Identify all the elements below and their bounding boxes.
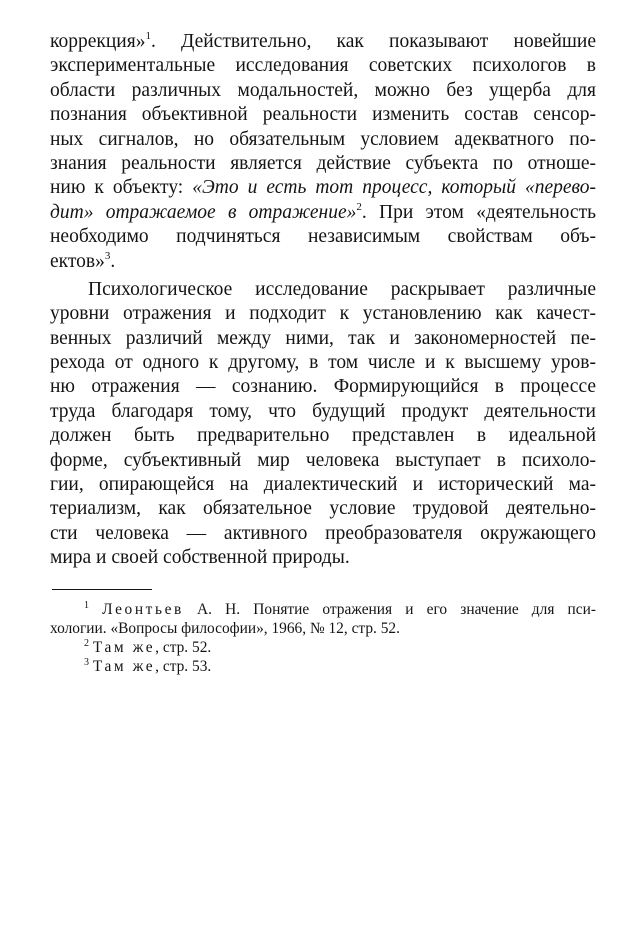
footnote-1-cont: хологии. «Вопросы философии», 1966, № 12, стр. 52. (50, 619, 400, 637)
italic-quote: дит» отражаемое в отражение» (50, 201, 357, 223)
text-line: форме, субъективный мир человека выступает в психоло- (50, 449, 596, 471)
footnote-divider (52, 589, 152, 590)
text-line: териализм, как обязательное условие трудовой деятельно- (50, 498, 596, 520)
text-line: коррекция»$^1$. Действительно, как показывают новейшие (50, 30, 596, 52)
text-line: знания реальности является действие субъекта по отноше- (50, 152, 596, 174)
text-line: гии, опирающейся на диалектический и исторический ма- (50, 474, 596, 496)
footnotes (50, 600, 596, 676)
text-line: рехода от одного к другому, в том числе и к высшему уров- (50, 352, 596, 374)
text-line: венных различий между ними, так и закономерностей пе- (50, 327, 596, 349)
text-line: ных сигналов, но обязательным условием адекватного по- (50, 128, 596, 150)
italic-quote: «Это и есть тот процесс, который «перево- (192, 177, 596, 199)
paragraph-1 (50, 30, 596, 274)
footnote-author: Леонтьев (102, 600, 184, 618)
text-line: дит» отражаемое в отражение»$^2$. При этом «деятельность (50, 200, 596, 223)
text-line: мира и своей собственной природы. (50, 547, 350, 569)
text-line: экспериментальные исследования советских психологов в (50, 55, 596, 77)
paragraph-2 (50, 278, 596, 571)
text-line: области различных модальностей, можно без ущерба для (50, 79, 596, 101)
footnote-ibid: Там же (92, 638, 156, 656)
page-content (50, 30, 596, 676)
text-line: Психологическое исследование раскрывает различные (88, 278, 596, 300)
footnote-ref-1: 1 (145, 30, 151, 42)
text-line: необходимо подчиняться независимым свойствам объ- (50, 226, 596, 248)
footnote-ref-3: 3 (104, 249, 111, 262)
footnote-3: $^3$ Там же, стр. 53. (84, 656, 212, 675)
footnote-ref-2: 2 (356, 200, 362, 213)
footnote-2: $^2$ Там же, стр. 52. (84, 637, 212, 656)
text-line: труда благодаря тому, что будущий продукт деятельности (50, 400, 596, 422)
text-line: ектов»$^3$. (50, 249, 116, 272)
text-line: уровни отражения и подходит к установлению как качест- (50, 303, 596, 325)
text-line: нию к объекту: «Это и есть тот процесс, который «перево- (50, 177, 596, 199)
text-line: ню отражения — сознанию. Формирующийся в процессе (50, 376, 596, 398)
text-line: познания объективной реальности изменить состав сенсор- (50, 104, 596, 126)
footnote-1: $^1$ Леонтьев А. Н. Понятие отражения и его значение для пси- (84, 599, 596, 618)
text-line: должен быть предварительно представлен в идеальной (50, 425, 596, 447)
text-line: сти человека — активного преобразователя окружающего (50, 522, 596, 544)
footnote-ibid: Там же (92, 657, 156, 675)
